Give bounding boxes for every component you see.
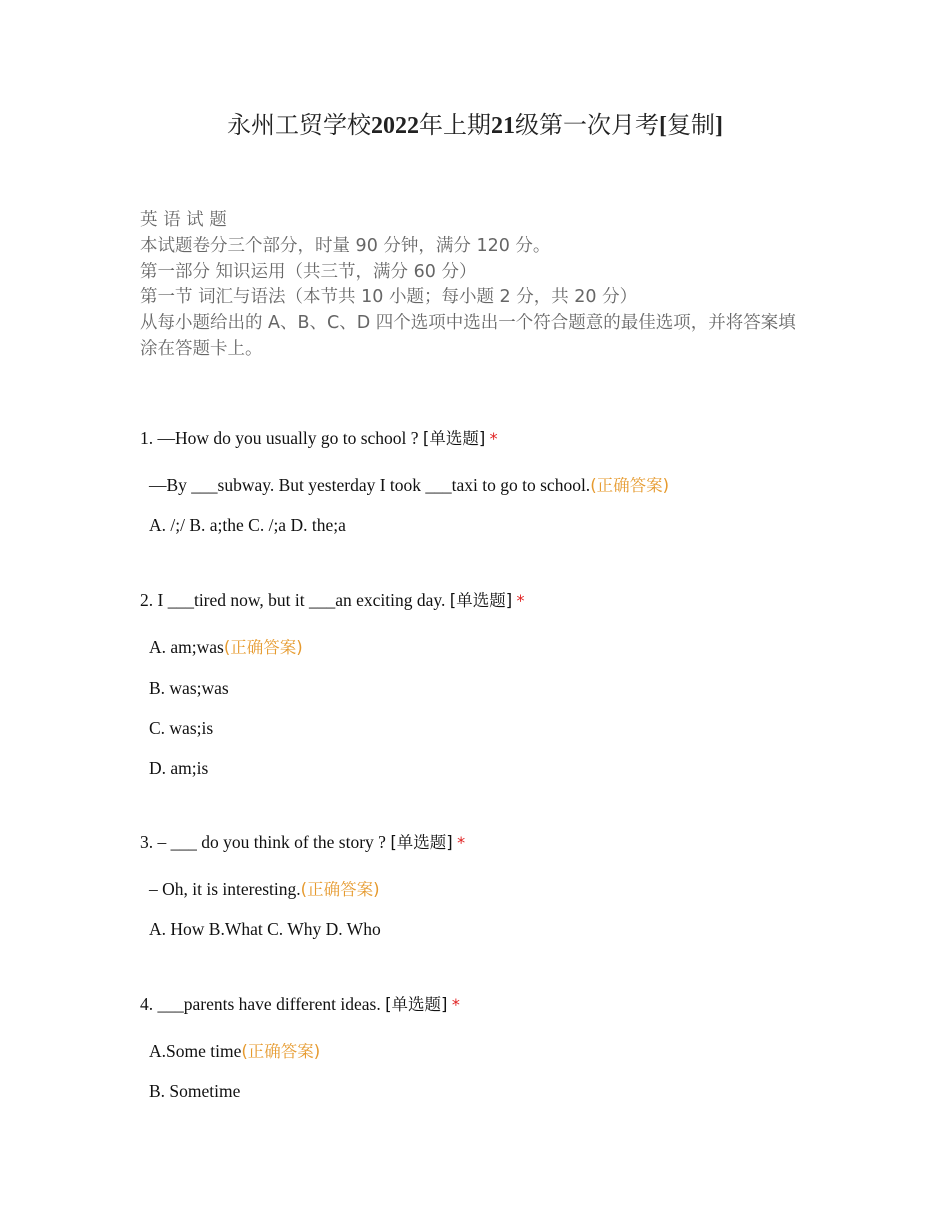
question-type-tag: 单选题 xyxy=(391,995,442,1014)
correct-answer-marker: (正确答案) xyxy=(223,638,303,657)
question-line: – Oh, it is interesting.(正确答案) xyxy=(149,879,380,899)
answer-option: B. Sometime xyxy=(149,1081,241,1101)
correct-answer-marker: (正确答案) xyxy=(241,1042,321,1061)
exam-instructions xyxy=(140,208,810,363)
answer-option: A.Some time(正确答案) xyxy=(149,1041,321,1061)
question-stem: 2. I ___tired now, but it ___an exciting day. [单选题] * xyxy=(140,590,525,610)
question-line: —By ___subway. But yesterday I took ___taxi to go to school.(正确答案) xyxy=(149,475,670,495)
question-line: A. How B.What C. Why D. Who xyxy=(149,919,381,939)
intro-line: 从每小题给出的 A、B、C、D 四个选项中选出一个符合题意的最佳选项，并将答案填涂在答题卡上。 xyxy=(140,313,796,359)
question-type-tag: 单选题 xyxy=(396,833,447,852)
page-title: 永州工贸学校2022年上期21级第一次月考[复制] xyxy=(227,113,723,139)
required-mark: * xyxy=(516,591,525,610)
question-type-tag: 单选题 xyxy=(456,591,506,610)
question-type-tag: 单选题 xyxy=(429,429,479,448)
required-mark: * xyxy=(451,995,460,1014)
intro-line: 第一部分 知识运用（共三节，满分 60 分） xyxy=(140,261,477,282)
answer-option: C. was;is xyxy=(149,718,214,738)
intro-line: 本试题卷分三个部分，时量 90 分钟，满分 120 分。 xyxy=(140,235,551,256)
question-stem: 3. – ___ do you think of the story ? [单选题] * xyxy=(140,832,466,852)
question-stem: 4. ___parents have different ideas. [单选题] * xyxy=(140,994,460,1014)
answer-option: B. was;was xyxy=(149,678,229,698)
answer-option: D. am;is xyxy=(149,758,209,778)
correct-answer-marker: (正确答案) xyxy=(590,476,670,495)
intro-line: 英 语 试 题 xyxy=(140,210,227,230)
correct-answer-marker: (正确答案) xyxy=(300,880,380,899)
question-stem: 1. —How do you usually go to school ? [单选题] * xyxy=(140,428,498,448)
intro-line: 第一节 词汇与语法（本节共 10 小题；每小题 2 分，共 20 分） xyxy=(140,287,638,308)
question-3 xyxy=(140,829,820,942)
required-mark: * xyxy=(489,429,498,448)
required-mark: * xyxy=(457,833,466,852)
question-1 xyxy=(140,425,820,538)
question-2 xyxy=(140,587,820,781)
question-4 xyxy=(140,991,820,1104)
answer-option: A. am;was(正确答案) xyxy=(149,637,303,657)
question-line: A. /;/ B. a;the C. /;a D. the;a xyxy=(149,515,346,535)
